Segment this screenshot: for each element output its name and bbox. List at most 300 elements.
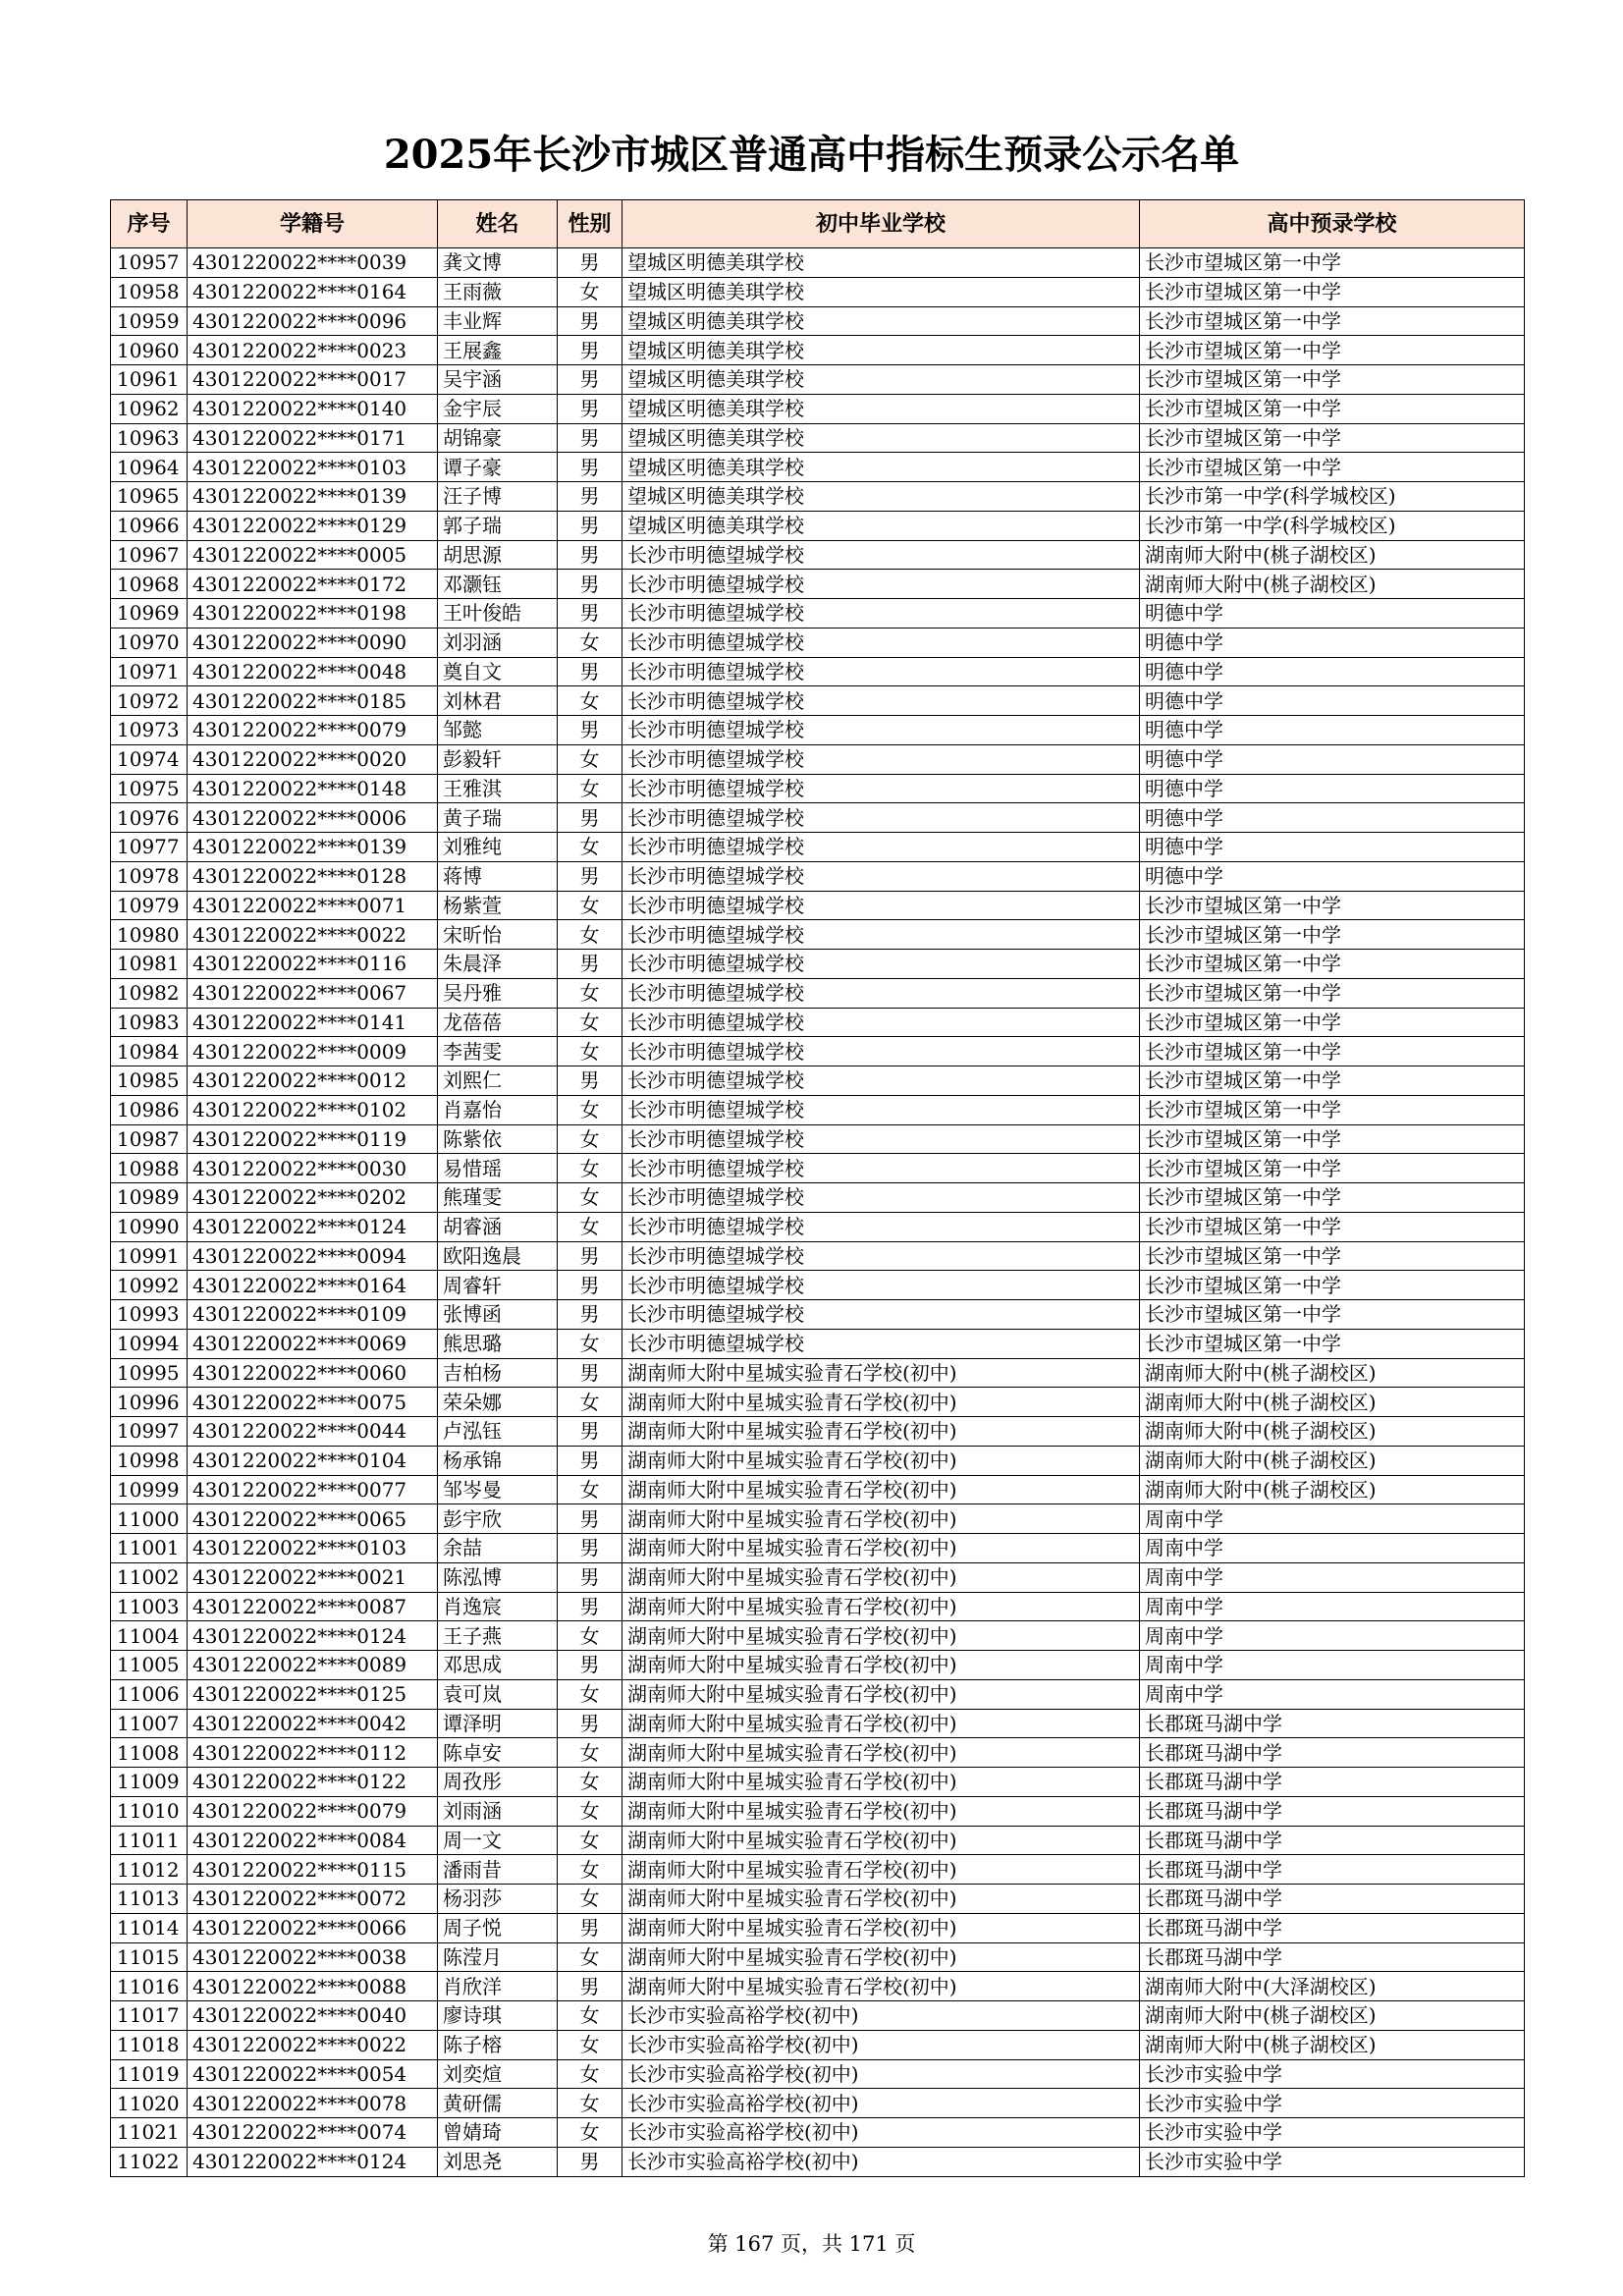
name-cell: 陈子榕	[438, 2030, 558, 2059]
high-school-cell: 明德中学	[1140, 716, 1525, 745]
student-id-cell: 4301220022****0040	[188, 2001, 438, 2031]
name-cell: 邹懿	[438, 716, 558, 745]
student-id-cell: 4301220022****0125	[188, 1679, 438, 1709]
high-school-cell: 明德中学	[1140, 657, 1525, 686]
gender-cell: 女	[558, 277, 622, 306]
middle-school-cell: 湖南师大附中星城实验青石学校(初中)	[622, 1709, 1140, 1738]
student-id-cell: 4301220022****0084	[188, 1826, 438, 1855]
name-cell: 谭泽明	[438, 1709, 558, 1738]
gender-cell: 男	[558, 803, 622, 833]
high-school-cell: 长沙市望城区第一中学	[1140, 336, 1525, 365]
name-cell: 刘雨涵	[438, 1796, 558, 1826]
high-school-cell: 长沙市望城区第一中学	[1140, 365, 1525, 395]
middle-school-cell: 长沙市明德望城学校	[622, 1066, 1140, 1096]
middle-school-cell: 湖南师大附中星城实验青石学校(初中)	[622, 1796, 1140, 1826]
name-cell: 吴丹雅	[438, 978, 558, 1008]
seq-cell: 10968	[111, 570, 188, 599]
name-cell: 王雨薇	[438, 277, 558, 306]
name-cell: 陈泓博	[438, 1562, 558, 1592]
middle-school-cell: 湖南师大附中星城实验青石学校(初中)	[622, 1446, 1140, 1475]
seq-cell: 10957	[111, 248, 188, 278]
high-school-cell: 湖南师大附中(桃子湖校区)	[1140, 1388, 1525, 1417]
seq-cell: 11000	[111, 1504, 188, 1534]
name-cell: 王雅淇	[438, 774, 558, 803]
high-school-cell: 湖南师大附中(大泽湖校区)	[1140, 1972, 1525, 2001]
student-id-cell: 4301220022****0164	[188, 277, 438, 306]
middle-school-cell: 长沙市明德望城学校	[622, 599, 1140, 629]
seq-cell: 10963	[111, 423, 188, 453]
name-cell: 奠自文	[438, 657, 558, 686]
name-cell: 熊思璐	[438, 1329, 558, 1358]
seq-cell: 10999	[111, 1475, 188, 1504]
student-id-cell: 4301220022****0069	[188, 1329, 438, 1358]
high-school-cell: 长沙市望城区第一中学	[1140, 920, 1525, 950]
student-id-cell: 4301220022****0124	[188, 1212, 438, 1241]
middle-school-cell: 湖南师大附中星城实验青石学校(初中)	[622, 1738, 1140, 1768]
name-cell: 王子燕	[438, 1621, 558, 1651]
high-school-cell: 长郡斑马湖中学	[1140, 1855, 1525, 1885]
table-row	[111, 336, 1525, 365]
high-school-cell: 长郡斑马湖中学	[1140, 1885, 1525, 1914]
table-row	[111, 1417, 1525, 1447]
middle-school-cell: 湖南师大附中星城实验青石学校(初中)	[622, 1592, 1140, 1621]
seq-cell: 10998	[111, 1446, 188, 1475]
middle-school-cell: 长沙市实验高裕学校(初中)	[622, 2001, 1140, 2031]
table-row	[111, 1388, 1525, 1417]
high-school-cell: 湖南师大附中(桃子湖校区)	[1140, 1417, 1525, 1447]
student-id-cell: 4301220022****0079	[188, 716, 438, 745]
seq-cell: 10991	[111, 1241, 188, 1271]
middle-school-cell: 湖南师大附中星城实验青石学校(初中)	[622, 1562, 1140, 1592]
name-cell: 彭宇欣	[438, 1504, 558, 1534]
gender-cell: 男	[558, 306, 622, 336]
table-row	[111, 774, 1525, 803]
gender-cell: 男	[558, 1913, 622, 1942]
table-row	[111, 744, 1525, 774]
name-cell: 刘林君	[438, 686, 558, 716]
student-id-cell: 4301220022****0128	[188, 861, 438, 891]
gender-cell: 男	[558, 1534, 622, 1563]
seq-cell: 10994	[111, 1329, 188, 1358]
gender-cell: 女	[558, 1738, 622, 1768]
middle-school-cell: 长沙市明德望城学校	[622, 891, 1140, 920]
middle-school-cell: 长沙市明德望城学校	[622, 1154, 1140, 1183]
student-id-cell: 4301220022****0103	[188, 453, 438, 482]
name-cell: 肖欣洋	[438, 1972, 558, 2001]
student-id-cell: 4301220022****0087	[188, 1592, 438, 1621]
table-row	[111, 833, 1525, 862]
middle-school-cell: 长沙市实验高裕学校(初中)	[622, 2059, 1140, 2089]
table-row	[111, 1066, 1525, 1096]
table-row	[111, 950, 1525, 979]
seq-cell: 10964	[111, 453, 188, 482]
high-school-cell: 长沙市望城区第一中学	[1140, 1329, 1525, 1358]
student-id-cell: 4301220022****0022	[188, 2030, 438, 2059]
seq-cell: 11009	[111, 1768, 188, 1797]
table-row	[111, 1942, 1525, 1972]
table-row	[111, 1008, 1525, 1037]
table-row	[111, 803, 1525, 833]
table-row	[111, 2001, 1525, 2031]
middle-school-cell: 长沙市明德望城学校	[622, 1329, 1140, 1358]
high-school-cell: 长沙市望城区第一中学	[1140, 1008, 1525, 1037]
table-row	[111, 394, 1525, 423]
middle-school-cell: 长沙市明德望城学校	[622, 1037, 1140, 1066]
name-cell: 刘奕煊	[438, 2059, 558, 2089]
table-header-row	[111, 200, 1525, 248]
middle-school-cell: 长沙市明德望城学校	[622, 1300, 1140, 1330]
table-row	[111, 306, 1525, 336]
seq-cell: 10969	[111, 599, 188, 629]
high-school-cell: 长沙市望城区第一中学	[1140, 1271, 1525, 1300]
student-id-cell: 4301220022****0009	[188, 1037, 438, 1066]
name-cell: 胡睿涵	[438, 1212, 558, 1241]
seq-cell: 11021	[111, 2118, 188, 2148]
high-school-cell: 长沙市望城区第一中学	[1140, 453, 1525, 482]
seq-cell: 10983	[111, 1008, 188, 1037]
middle-school-cell: 长沙市明德望城学校	[622, 861, 1140, 891]
seq-cell: 11018	[111, 2030, 188, 2059]
seq-cell: 11020	[111, 2089, 188, 2118]
student-id-cell: 4301220022****0139	[188, 482, 438, 512]
high-school-cell: 湖南师大附中(桃子湖校区)	[1140, 540, 1525, 570]
student-id-cell: 4301220022****0185	[188, 686, 438, 716]
seq-cell: 10985	[111, 1066, 188, 1096]
table-row	[111, 1095, 1525, 1124]
middle-school-cell: 望城区明德美琪学校	[622, 277, 1140, 306]
high-school-cell: 明德中学	[1140, 803, 1525, 833]
gender-cell: 男	[558, 1592, 622, 1621]
seq-cell: 11013	[111, 1885, 188, 1914]
name-cell: 杨紫萱	[438, 891, 558, 920]
seq-cell: 10978	[111, 861, 188, 891]
name-cell: 吉柏杨	[438, 1358, 558, 1388]
high-school-cell: 明德中学	[1140, 599, 1525, 629]
name-cell: 蒋博	[438, 861, 558, 891]
high-school-cell: 长沙市望城区第一中学	[1140, 306, 1525, 336]
high-school-cell: 长郡斑马湖中学	[1140, 1942, 1525, 1972]
middle-school-cell: 望城区明德美琪学校	[622, 336, 1140, 365]
table-row	[111, 453, 1525, 482]
table-row	[111, 1592, 1525, 1621]
middle-school-cell: 望城区明德美琪学校	[622, 365, 1140, 395]
seq-cell: 11003	[111, 1592, 188, 1621]
name-cell: 周子悦	[438, 1913, 558, 1942]
high-school-cell: 长郡斑马湖中学	[1140, 1768, 1525, 1797]
table-row	[111, 1796, 1525, 1826]
gender-cell: 男	[558, 1066, 622, 1096]
seq-cell: 10973	[111, 716, 188, 745]
middle-school-cell: 长沙市明德望城学校	[622, 540, 1140, 570]
middle-school-cell: 长沙市明德望城学校	[622, 1124, 1140, 1154]
seq-cell: 11019	[111, 2059, 188, 2089]
student-id-cell: 4301220022****0141	[188, 1008, 438, 1037]
middle-school-cell: 长沙市实验高裕学校(初中)	[622, 2089, 1140, 2118]
gender-cell: 女	[558, 1679, 622, 1709]
student-id-cell: 4301220022****0164	[188, 1271, 438, 1300]
middle-school-cell: 长沙市明德望城学校	[622, 1271, 1140, 1300]
table-row	[111, 2118, 1525, 2148]
gender-cell: 男	[558, 716, 622, 745]
gender-cell: 女	[558, 1388, 622, 1417]
middle-school-cell: 湖南师大附中星城实验青石学校(初中)	[622, 1885, 1140, 1914]
middle-school-cell: 望城区明德美琪学校	[622, 394, 1140, 423]
middle-school-cell: 长沙市明德望城学校	[622, 1183, 1140, 1213]
middle-school-cell: 长沙市实验高裕学校(初中)	[622, 2147, 1140, 2176]
table-row	[111, 1972, 1525, 2001]
table-row	[111, 1183, 1525, 1213]
seq-cell: 11015	[111, 1942, 188, 1972]
gender-cell: 女	[558, 1768, 622, 1797]
seq-cell: 10962	[111, 394, 188, 423]
middle-school-cell: 湖南师大附中星城实验青石学校(初中)	[622, 1942, 1140, 1972]
table-row	[111, 1212, 1525, 1241]
seq-cell: 11022	[111, 2147, 188, 2176]
name-cell: 郭子瑞	[438, 511, 558, 540]
gender-cell: 男	[558, 1241, 622, 1271]
table-row	[111, 1329, 1525, 1358]
middle-school-cell: 望城区明德美琪学校	[622, 423, 1140, 453]
middle-school-cell: 望城区明德美琪学校	[622, 482, 1140, 512]
high-school-cell: 长郡斑马湖中学	[1140, 1826, 1525, 1855]
name-cell: 邓灏钰	[438, 570, 558, 599]
name-cell: 杨羽莎	[438, 1885, 558, 1914]
high-school-cell: 明德中学	[1140, 833, 1525, 862]
seq-cell: 10981	[111, 950, 188, 979]
name-cell: 王叶俊皓	[438, 599, 558, 629]
high-school-cell: 明德中学	[1140, 628, 1525, 657]
name-cell: 欧阳逸晨	[438, 1241, 558, 1271]
name-cell: 王展鑫	[438, 336, 558, 365]
table-row	[111, 657, 1525, 686]
middle-school-cell: 长沙市实验高裕学校(初中)	[622, 2118, 1140, 2148]
student-id-cell: 4301220022****0090	[188, 628, 438, 657]
gender-cell: 男	[558, 365, 622, 395]
student-id-cell: 4301220022****0104	[188, 1446, 438, 1475]
seq-cell: 11002	[111, 1562, 188, 1592]
gender-cell: 男	[558, 950, 622, 979]
student-id-cell: 4301220022****0054	[188, 2059, 438, 2089]
middle-school-cell: 望城区明德美琪学校	[622, 306, 1140, 336]
student-id-cell: 4301220022****0089	[188, 1651, 438, 1680]
table-row	[111, 540, 1525, 570]
seq-cell: 10996	[111, 1388, 188, 1417]
name-cell: 龚文博	[438, 248, 558, 278]
student-id-cell: 4301220022****0071	[188, 891, 438, 920]
name-cell: 陈滢月	[438, 1942, 558, 1972]
table-row	[111, 1154, 1525, 1183]
gender-cell: 男	[558, 570, 622, 599]
name-cell: 邹岑曼	[438, 1475, 558, 1504]
student-id-cell: 4301220022****0072	[188, 1885, 438, 1914]
page-title: 2025年长沙市城区普通高中指标生预录公示名单	[383, 132, 1240, 178]
gender-cell: 女	[558, 2089, 622, 2118]
seq-cell: 10997	[111, 1417, 188, 1447]
page-footer: 第 167 页，共 171 页	[707, 2232, 916, 2256]
student-id-cell: 4301220022****0109	[188, 1300, 438, 1330]
name-cell: 潘雨昔	[438, 1855, 558, 1885]
student-id-cell: 4301220022****0148	[188, 774, 438, 803]
gender-cell: 男	[558, 1446, 622, 1475]
gender-cell: 男	[558, 511, 622, 540]
table-row	[111, 2089, 1525, 2118]
student-id-cell: 4301220022****0140	[188, 394, 438, 423]
table-row	[111, 1241, 1525, 1271]
table-row	[111, 1709, 1525, 1738]
table-row	[111, 1300, 1525, 1330]
name-cell: 彭毅轩	[438, 744, 558, 774]
name-cell: 宋昕怡	[438, 920, 558, 950]
table-row	[111, 1475, 1525, 1504]
table-row	[111, 2059, 1525, 2089]
high-school-cell: 明德中学	[1140, 686, 1525, 716]
student-id-cell: 4301220022****0079	[188, 1796, 438, 1826]
name-cell: 刘雅纯	[438, 833, 558, 862]
table-row	[111, 686, 1525, 716]
student-id-cell: 4301220022****0023	[188, 336, 438, 365]
middle-school-cell: 湖南师大附中星城实验青石学校(初中)	[622, 1475, 1140, 1504]
middle-school-cell: 湖南师大附中星城实验青石学校(初中)	[622, 1534, 1140, 1563]
name-cell: 张博函	[438, 1300, 558, 1330]
gender-cell: 男	[558, 1709, 622, 1738]
student-id-cell: 4301220022****0116	[188, 950, 438, 979]
high-school-cell: 湖南师大附中(桃子湖校区)	[1140, 2030, 1525, 2059]
high-school-cell: 周南中学	[1140, 1504, 1525, 1534]
table-row	[111, 716, 1525, 745]
name-cell: 易惜瑶	[438, 1154, 558, 1183]
header-name: 姓名	[438, 200, 558, 248]
table-row	[111, 2147, 1525, 2176]
middle-school-cell: 长沙市明德望城学校	[622, 950, 1140, 979]
student-id-cell: 4301220022****0065	[188, 1504, 438, 1534]
gender-cell: 女	[558, 1212, 622, 1241]
middle-school-cell: 湖南师大附中星城实验青石学校(初中)	[622, 1358, 1140, 1388]
gender-cell: 女	[558, 1855, 622, 1885]
high-school-cell: 周南中学	[1140, 1534, 1525, 1563]
student-id-cell: 4301220022****0122	[188, 1768, 438, 1797]
middle-school-cell: 长沙市明德望城学校	[622, 978, 1140, 1008]
middle-school-cell: 长沙市明德望城学校	[622, 628, 1140, 657]
student-id-cell: 4301220022****0171	[188, 423, 438, 453]
high-school-cell: 长沙市望城区第一中学	[1140, 277, 1525, 306]
high-school-cell: 长沙市望城区第一中学	[1140, 423, 1525, 453]
middle-school-cell: 长沙市明德望城学校	[622, 686, 1140, 716]
name-cell: 廖诗琪	[438, 2001, 558, 2031]
name-cell: 龙蓓蓓	[438, 1008, 558, 1037]
name-cell: 李茜雯	[438, 1037, 558, 1066]
name-cell: 丰业辉	[438, 306, 558, 336]
name-cell: 肖逸宸	[438, 1592, 558, 1621]
middle-school-cell: 长沙市明德望城学校	[622, 1008, 1140, 1037]
middle-school-cell: 长沙市明德望城学校	[622, 833, 1140, 862]
student-id-cell: 4301220022****0039	[188, 248, 438, 278]
student-id-cell: 4301220022****0119	[188, 1124, 438, 1154]
name-cell: 荣朵娜	[438, 1388, 558, 1417]
student-id-cell: 4301220022****0038	[188, 1942, 438, 1972]
name-cell: 周孜彤	[438, 1768, 558, 1797]
gender-cell: 男	[558, 482, 622, 512]
gender-cell: 女	[558, 891, 622, 920]
table-row	[111, 511, 1525, 540]
seq-cell: 10992	[111, 1271, 188, 1300]
seq-cell: 11016	[111, 1972, 188, 2001]
seq-cell: 10980	[111, 920, 188, 950]
name-cell: 卢泓钰	[438, 1417, 558, 1447]
high-school-cell: 长郡斑马湖中学	[1140, 1913, 1525, 1942]
gender-cell: 男	[558, 394, 622, 423]
gender-cell: 男	[558, 1972, 622, 2001]
name-cell: 刘羽涵	[438, 628, 558, 657]
high-school-cell: 周南中学	[1140, 1679, 1525, 1709]
high-school-cell: 长沙市望城区第一中学	[1140, 1212, 1525, 1241]
name-cell: 曾婧琦	[438, 2118, 558, 2148]
high-school-cell: 长沙市望城区第一中学	[1140, 950, 1525, 979]
name-cell: 陈紫依	[438, 1124, 558, 1154]
middle-school-cell: 望城区明德美琪学校	[622, 453, 1140, 482]
gender-cell: 女	[558, 1154, 622, 1183]
seq-cell: 10989	[111, 1183, 188, 1213]
seq-cell: 10958	[111, 277, 188, 306]
gender-cell: 女	[558, 1124, 622, 1154]
high-school-cell: 周南中学	[1140, 1562, 1525, 1592]
gender-cell: 男	[558, 423, 622, 453]
name-cell: 黄子瑞	[438, 803, 558, 833]
gender-cell: 男	[558, 1271, 622, 1300]
table-row	[111, 1651, 1525, 1680]
student-id-cell: 4301220022****0012	[188, 1066, 438, 1096]
seq-cell: 11012	[111, 1855, 188, 1885]
gender-cell: 女	[558, 2059, 622, 2089]
seq-cell: 11007	[111, 1709, 188, 1738]
table-row	[111, 2030, 1525, 2059]
student-id-cell: 4301220022****0198	[188, 599, 438, 629]
seq-cell: 10972	[111, 686, 188, 716]
name-cell: 谭子豪	[438, 453, 558, 482]
name-cell: 金宇辰	[438, 394, 558, 423]
student-id-cell: 4301220022****0096	[188, 306, 438, 336]
student-id-cell: 4301220022****0077	[188, 1475, 438, 1504]
high-school-cell: 长沙市第一中学(科学城校区)	[1140, 511, 1525, 540]
table-row	[111, 1885, 1525, 1914]
gender-cell: 男	[558, 2147, 622, 2176]
seq-cell: 10960	[111, 336, 188, 365]
high-school-cell: 长沙市望城区第一中学	[1140, 1300, 1525, 1330]
middle-school-cell: 长沙市明德望城学校	[622, 803, 1140, 833]
student-id-cell: 4301220022****0044	[188, 1417, 438, 1447]
name-cell: 肖嘉怡	[438, 1095, 558, 1124]
high-school-cell: 明德中学	[1140, 861, 1525, 891]
seq-cell: 10965	[111, 482, 188, 512]
middle-school-cell: 湖南师大附中星城实验青石学校(初中)	[622, 1651, 1140, 1680]
high-school-cell: 长沙市望城区第一中学	[1140, 1183, 1525, 1213]
name-cell: 朱晨泽	[438, 950, 558, 979]
table-row	[111, 1124, 1525, 1154]
student-id-cell: 4301220022****0060	[188, 1358, 438, 1388]
seq-cell: 10988	[111, 1154, 188, 1183]
table-row	[111, 1271, 1525, 1300]
seq-cell: 11006	[111, 1679, 188, 1709]
student-id-cell: 4301220022****0129	[188, 511, 438, 540]
table-row	[111, 628, 1525, 657]
student-id-cell: 4301220022****0005	[188, 540, 438, 570]
gender-cell: 男	[558, 1651, 622, 1680]
header-seq: 序号	[111, 200, 188, 248]
high-school-cell: 湖南师大附中(桃子湖校区)	[1140, 1446, 1525, 1475]
high-school-cell: 长沙市望城区第一中学	[1140, 1037, 1525, 1066]
high-school-cell: 长沙市第一中学(科学城校区)	[1140, 482, 1525, 512]
table-row	[111, 891, 1525, 920]
seq-cell: 10982	[111, 978, 188, 1008]
